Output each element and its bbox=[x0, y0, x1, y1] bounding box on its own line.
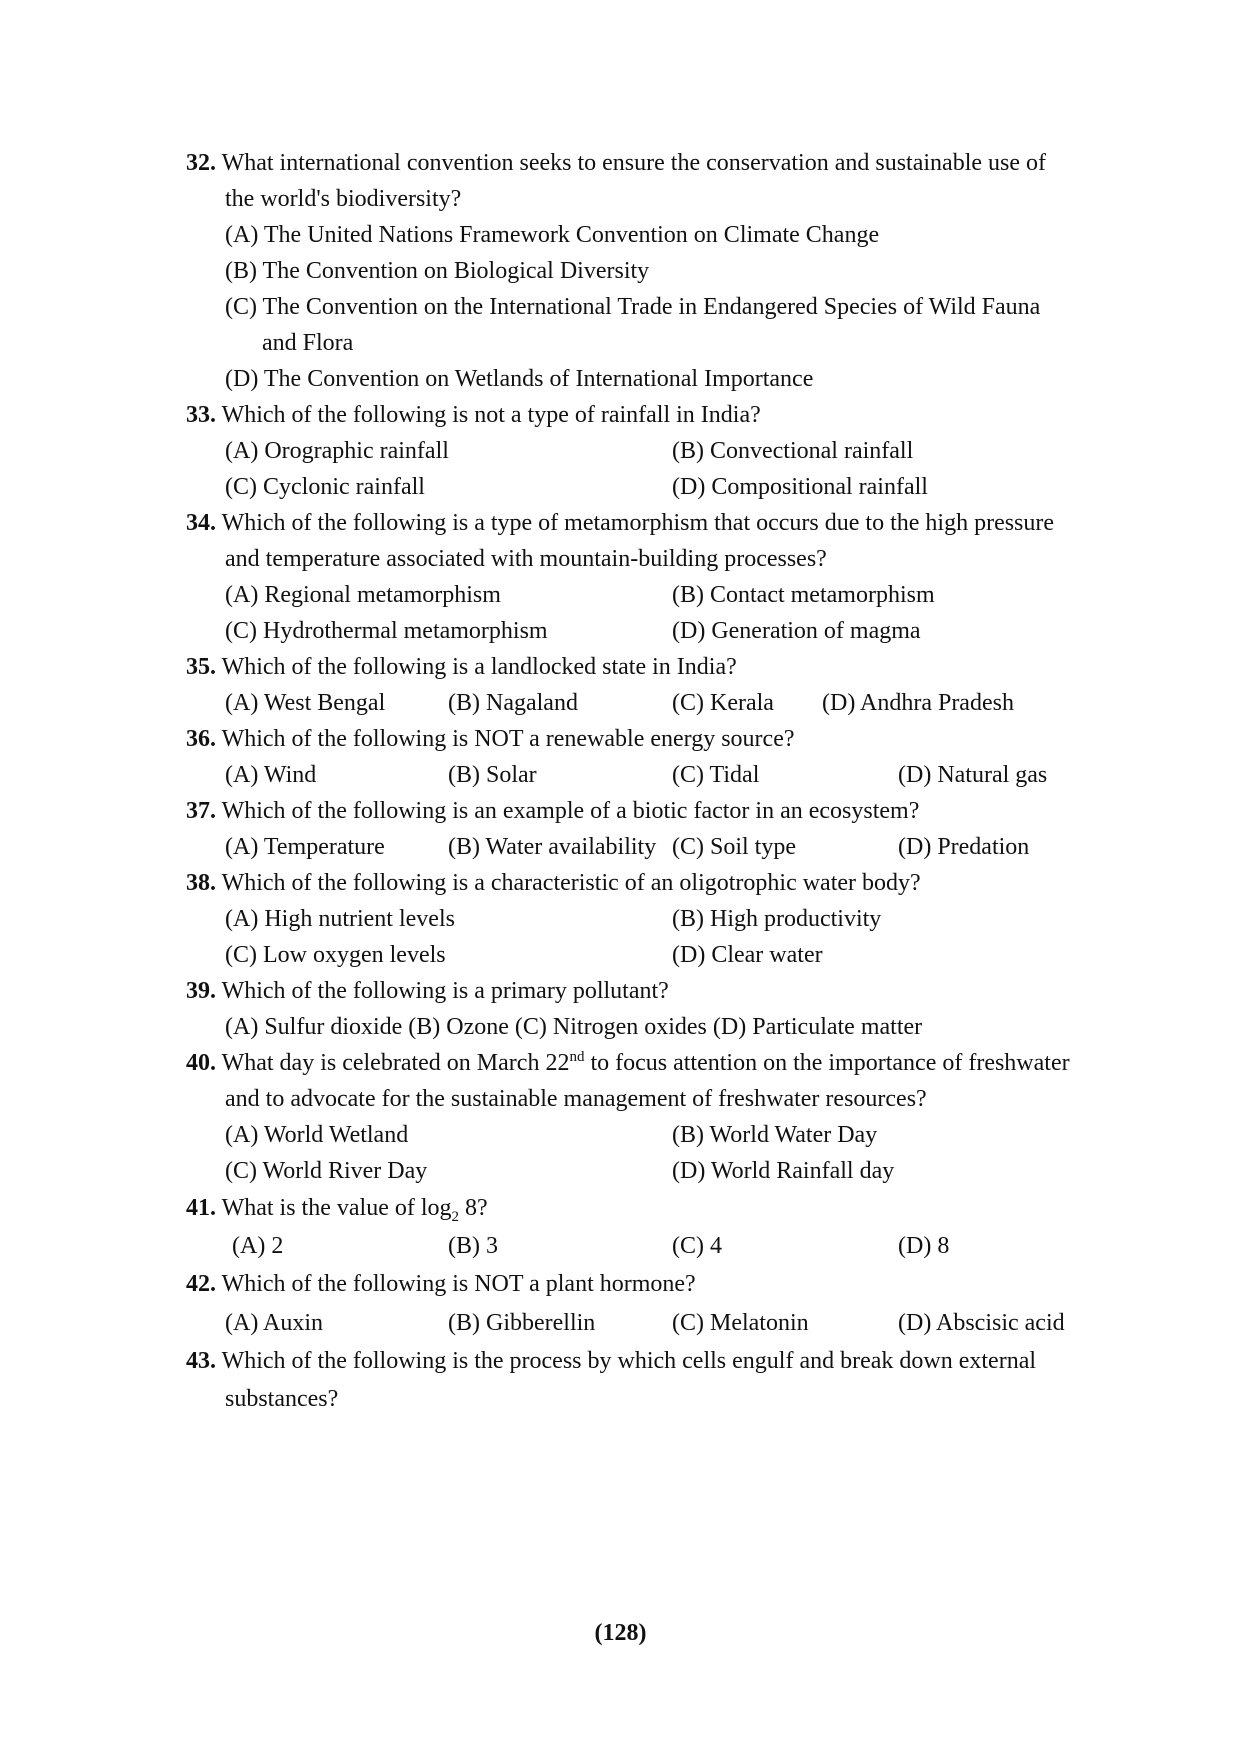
question-41-option-a: (A) 2 bbox=[232, 1233, 284, 1259]
ordinal-superscript: nd bbox=[569, 1049, 585, 1065]
question-33-option-a: (A) Orographic rainfall bbox=[225, 438, 449, 464]
question-number: 33. bbox=[186, 402, 216, 428]
question-number: 34. bbox=[186, 510, 216, 536]
question-43-text: 43. Which of the following is the process by which cells engulf and break down external bbox=[186, 1348, 1037, 1374]
question-34-option-a: (A) Regional metamorphism bbox=[225, 582, 501, 608]
question-33-option-c: (C) Cyclonic rainfall bbox=[225, 474, 425, 500]
question-38-text: 38. Which of the following is a characteristic of an oligotrophic water body? bbox=[186, 870, 921, 896]
question-37-option-b: (B) Water availability bbox=[448, 834, 657, 860]
question-number: 36. bbox=[186, 726, 216, 752]
question-number: 42. bbox=[186, 1271, 216, 1297]
question-number: 41. bbox=[186, 1195, 216, 1221]
question-34-text: 34. Which of the following is a type of metamorphism that occurs due to the high pressure bbox=[186, 510, 1055, 536]
question-35-option-b: (B) Nagaland bbox=[448, 690, 578, 716]
question-38-option-a: (A) High nutrient levels bbox=[225, 906, 455, 932]
question-34-text-cont: and temperature associated with mountain-building processes? bbox=[225, 546, 827, 572]
question-42-option-d: (D) Abscisic acid bbox=[898, 1310, 1065, 1336]
question-41-option-c: (C) 4 bbox=[672, 1233, 722, 1259]
question-35-option-a: (A) West Bengal bbox=[225, 690, 386, 716]
question-42-option-b: (B) Gibberellin bbox=[448, 1310, 596, 1336]
question-43-text-cont: substances? bbox=[225, 1386, 339, 1412]
question-32-text-cont: the world's biodiversity? bbox=[225, 186, 462, 212]
question-32-option-a: (A) The United Nations Framework Convention on Climate Change bbox=[225, 222, 880, 248]
question-number: 38. bbox=[186, 870, 216, 896]
question-37-text: 37. Which of the following is an example of a biotic factor in an ecosystem? bbox=[186, 798, 920, 824]
question-33-option-d: (D) Compositional rainfall bbox=[672, 474, 928, 500]
question-38-option-b: (B) High productivity bbox=[672, 906, 882, 932]
question-number: 37. bbox=[186, 798, 216, 824]
question-40-option-d: (D) World Rainfall day bbox=[672, 1158, 895, 1184]
question-37-option-c: (C) Soil type bbox=[672, 834, 796, 860]
question-41-text: 41. What is the value of $\log_2 8$? bbox=[186, 1195, 488, 1225]
question-33-option-b: (B) Convectional rainfall bbox=[672, 438, 914, 464]
question-number: 40. bbox=[186, 1050, 216, 1076]
question-40-text-cont: and to advocate for the sustainable management of freshwater resources? bbox=[225, 1086, 927, 1112]
question-32-option-d: (D) The Convention on Wetlands of International Importance bbox=[225, 366, 814, 392]
question-32-option-c: (C) The Convention on the International Trade in Endangered Species of Wild Fauna bbox=[225, 294, 1041, 320]
question-41-option-b: (B) 3 bbox=[448, 1233, 498, 1259]
question-number: 39. bbox=[186, 978, 216, 1004]
question-number: 35. bbox=[186, 654, 216, 680]
question-34-option-d: (D) Generation of magma bbox=[672, 618, 921, 644]
question-42-text: 42. Which of the following is NOT a plant hormone? bbox=[186, 1271, 696, 1297]
question-33-text: 33. Which of the following is not a type of rainfall in India? bbox=[186, 402, 761, 428]
question-37-option-d: (D) Predation bbox=[898, 834, 1030, 860]
question-36-option-c: (C) Tidal bbox=[672, 762, 760, 788]
question-34-option-c: (C) Hydrothermal metamorphism bbox=[225, 618, 548, 644]
question-37-option-a: (A) Temperature bbox=[225, 834, 385, 860]
question-38-option-d: (D) Clear water bbox=[672, 942, 823, 968]
question-35-text: 35. Which of the following is a landlocked state in India? bbox=[186, 654, 737, 680]
question-40-option-c: (C) World River Day bbox=[225, 1158, 428, 1184]
question-40-text: 40. What day is celebrated on March 22nd to focus attention on the importance of freshwater bbox=[186, 1049, 1070, 1076]
question-35-option-c: (C) Kerala bbox=[672, 690, 774, 716]
question-41-option-d: (D) 8 bbox=[898, 1233, 950, 1259]
log-base-subscript: 2 bbox=[451, 1208, 460, 1225]
question-42-option-c: (C) Melatonin bbox=[672, 1310, 809, 1336]
question-32-option-b: (B) The Convention on Biological Diversity bbox=[225, 258, 650, 284]
question-34-option-b: (B) Contact metamorphism bbox=[672, 582, 935, 608]
question-39-text: 39. Which of the following is a primary pollutant? bbox=[186, 978, 669, 1004]
question-36-text: 36. Which of the following is NOT a renewable energy source? bbox=[186, 726, 795, 752]
question-36-option-a: (A) Wind bbox=[225, 762, 317, 788]
question-32-text: 32. What international convention seeks to ensure the conservation and sustainable use of bbox=[186, 150, 1046, 176]
page-number: (128) bbox=[594, 1620, 647, 1646]
question-36-option-d: (D) Natural gas bbox=[898, 762, 1048, 788]
question-42-option-a: (A) Auxin bbox=[225, 1310, 323, 1336]
question-number: 43. bbox=[186, 1348, 216, 1374]
question-36-option-b: (B) Solar bbox=[448, 762, 537, 788]
question-40-option-a: (A) World Wetland bbox=[225, 1122, 409, 1148]
question-35-option-d: (D) Andhra Pradesh bbox=[822, 690, 1014, 716]
question-39-options: (A) Sulfur dioxide (B) Ozone (C) Nitrogen oxides (D) Particulate matter bbox=[225, 1014, 923, 1040]
question-32-option-c-cont: and Flora bbox=[262, 330, 354, 356]
question-40-option-b: (B) World Water Day bbox=[672, 1122, 878, 1148]
question-38-option-c: (C) Low oxygen levels bbox=[225, 942, 446, 968]
question-number: 32. bbox=[186, 150, 216, 176]
